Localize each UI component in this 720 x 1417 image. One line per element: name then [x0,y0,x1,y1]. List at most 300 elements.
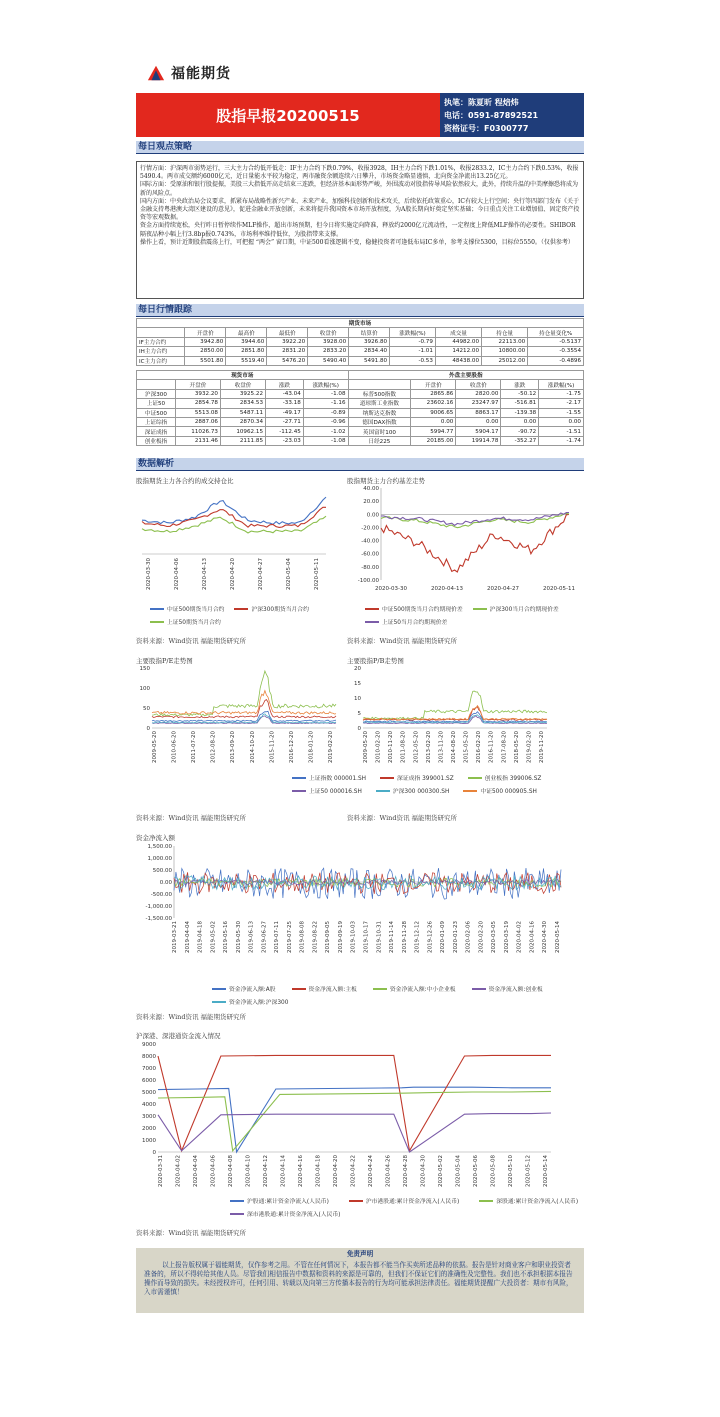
legend-item [463,786,537,795]
x-tick-label: 2019-05-02 [210,921,217,953]
x-tick-label: 2020-05-10 [508,1155,514,1187]
table-cell: -0.96 [303,417,348,426]
table-cell: IH主力合约 [137,347,185,356]
y-tick-label: 15 [354,681,361,687]
chart1-legend [150,604,340,626]
table-cell: -1.08 [303,436,348,445]
y-tick-label: 100 [139,686,150,692]
disclaimer-box [136,1248,584,1313]
table-cell: 19914.78 [456,436,501,445]
x-tick-label: 2020-04-16 [298,1155,304,1187]
table-cell: 3944.60 [226,337,267,346]
legend-swatch [479,1200,493,1202]
x-tick-label: 2020-01-09 [440,921,447,953]
x-tick-label: 2019-12-26 [427,921,434,953]
table-row [137,337,584,346]
legend-swatch [468,777,482,779]
legend-item [479,1196,578,1205]
table-cell: 创业板指 [137,436,176,445]
table-cell: 8863.17 [456,408,501,417]
table-cell: 5994.77 [411,427,456,436]
table-cell: -49.17 [266,408,304,417]
legend-label: 资金净流入额:沪深300 [229,1000,289,1006]
disclaimer-title: 免责声明 [346,1250,374,1258]
table-row [137,436,584,445]
x-tick-label: 2020-04-22 [350,1155,357,1187]
x-tick-label: 2020-05-14 [555,921,561,953]
chart6-source: 资料来源：Wind资讯 福能期货研究所 [136,1229,247,1237]
table-cell: 2833.20 [308,347,349,356]
table-cell: 中证500 [137,408,176,417]
license-line: 资格证号：F0300777 [444,124,529,133]
table-header: 持仓量 [482,328,528,337]
x-tick-label: 2020-02-20 [478,921,485,953]
y-tick-label: 500.00 [152,868,172,874]
table-cell: -1.75 [539,389,584,398]
x-tick-label: 2020-04-08 [228,1155,234,1187]
y-tick-label: 8000 [142,1054,156,1060]
legend-swatch [150,608,164,610]
x-tick-label: 2020-03-05 [491,921,498,953]
x-tick-label: 2020-04-10 [245,1155,252,1187]
legend-swatch [292,790,306,792]
x-tick-label: 2010-02-20 [375,731,382,763]
legend-item [234,604,308,613]
legend-item [468,773,542,782]
legend-label: 沪深300 000300.SH [392,789,450,795]
y-tick-label: 0 [146,726,150,732]
x-tick-label: 2010-11-20 [388,731,395,763]
y-tick-label: 50 [143,706,150,712]
y-tick-label: 1000 [142,1138,156,1144]
y-tick-label: -1,500.00 [145,916,172,922]
legend-label: 深证成指 399001.SZ [397,776,454,782]
legend-swatch [472,988,486,990]
x-tick-label: 2019-09-19 [337,921,344,953]
table-cell: 2834.40 [349,347,390,356]
table-cell: 3926.80 [349,337,390,346]
table-header [348,380,411,389]
x-tick-label: 2020-04-26 [385,1155,392,1187]
table-cell: 深证成指 [137,427,176,436]
x-tick-label: 2020-04-18 [315,1155,322,1187]
legend-swatch [463,790,477,792]
x-tick-label: 2019-05-16 [223,921,230,953]
view-paragraph: 国内方面：中央政治局会议要求，抓紧布局战略性新兴产业、未来产业，加强科技创新和技术攻关，后续依托政策重心，IC有较大上行空间；央行等四部门发布《关于金融支持粤港澳大湾区建设的意见》，促进金融业开放创新，未来将提升我国资本市场开放程度，为A股长期向好奠定坚实基础；今日重点关注工业增加值、固定资产投资等宏观数据。 [140,197,580,222]
y-tick-label: 150 [139,666,150,672]
x-tick-label: 2020-03-31 [158,1155,164,1187]
x-tick-label: 2013-02-20 [425,731,432,763]
view-text-box [136,161,584,299]
table-cell: 0.00 [501,417,539,426]
table-cell: 14212.00 [435,347,481,356]
x-tick-label: 2019-11-14 [389,921,396,953]
table-cell: -0.53 [390,356,436,365]
legend-label: 创业板指 399006.SZ [484,776,542,782]
tick-label: 2020-05-04 [286,558,292,590]
chart3 [136,664,341,769]
tick-label: 2020-04-06 [174,558,180,590]
tick-label: 2020-05-11 [314,558,320,590]
table-row [137,347,584,356]
table-cell: 44982.00 [435,337,481,346]
x-tick-label: 2016-11-20 [488,731,495,763]
report-title: 股指早报20200515 [136,93,440,137]
table-cell: -0.89 [303,408,348,417]
table-header: 涨跌幅(%) [390,328,436,337]
table-cell: 上证综指 [137,417,176,426]
x-tick-label: 2019-04-04 [184,921,191,953]
x-tick-label: 2011-07-20 [191,731,198,763]
x-tick-label: 2020-05-08 [490,1155,497,1187]
table-cell: 9006.65 [411,408,456,417]
legend-swatch [150,621,164,623]
y-tick-label: 10 [354,696,361,702]
brand-name: 福能期货 [171,66,231,82]
tick-label: 2020-04-27 [258,558,264,590]
table-cell: 10800.00 [482,347,528,356]
chart5-title: 资金净流入额 [136,834,175,842]
section-view: 每日观点策略 [136,141,584,154]
table-cell: 2887.06 [175,417,220,426]
y-tick-label: -80.00 [361,564,379,571]
x-tick-label: 2020-04-30 [420,1155,427,1187]
table-cell: 2850.00 [185,347,226,356]
legend-item [230,1209,340,1218]
chart5 [136,842,566,974]
table-row [137,427,584,436]
legend-item [212,984,276,993]
series-line [363,706,547,720]
legend-item [472,984,543,993]
table-cell: 5490.40 [308,356,349,365]
table-cell: 25012.00 [482,356,528,365]
legend-label: 上证50期货当月合约 [167,620,221,626]
legend-label: 上证50 000016.SH [309,789,362,795]
chart5-legend [212,984,582,1006]
table-cell: 11026.73 [175,427,220,436]
x-tick-label: 2011-08-20 [400,731,407,763]
table-cell: 0.00 [411,417,456,426]
chart4 [347,664,552,769]
x-tick-label: 2017-08-20 [501,731,508,763]
legend-item [376,786,450,795]
x-tick-label: 2020-05-12 [525,1155,532,1187]
x-tick-label: 2019-07-25 [286,921,293,953]
table-cell: -50.12 [501,389,539,398]
x-tick-label: 2020-05-14 [543,1155,549,1187]
table-cell: 3932.20 [175,389,220,398]
table-cell: 0.00 [456,417,501,426]
legend-swatch [234,608,248,610]
y-tick-label: 1,500.00 [147,844,172,850]
y-tick-label: 9000 [142,1042,156,1048]
chart4-source: 资料来源：Wind资讯 福能期货研究所 [347,814,458,822]
legend-swatch [212,988,226,990]
x-tick-label: 2019-02-20 [526,731,533,763]
legend-item [473,604,559,613]
table-cell: 标普500指数 [348,389,411,398]
x-tick-label: 2020-04-02 [516,921,523,953]
x-tick-label: 2020-05-11 [543,586,575,592]
chart2-source: 资料来源：Wind资讯 福能期货研究所 [347,637,458,645]
author-info [440,93,584,137]
legend-swatch [373,988,387,990]
legend-item [365,604,463,613]
table-cell: 2820.00 [456,389,501,398]
x-tick-label: 2020-04-04 [193,1155,199,1187]
table-cell: -1.51 [539,427,584,436]
table-header: 涨跌 [266,380,304,389]
table-row [137,356,584,365]
series-line [152,671,336,716]
x-tick-label: 2009-05-20 [363,731,369,763]
y-tick-label: 0.00 [159,880,172,886]
table-cell: -1.74 [539,436,584,445]
table-cell: 纳斯达克指数 [348,408,411,417]
legend-swatch [230,1213,244,1215]
x-tick-label: 2020-04-02 [175,1155,182,1187]
table-header: 收盘价 [308,328,349,337]
table-header: 成交量 [435,328,481,337]
chart1-title: 股指期货主力各合约的成交持仓比 [136,477,234,485]
table-row [137,417,584,426]
legend-label: 沪市港股通:累计资金净流入(人民币) [365,1199,460,1205]
table-cell: 22113.00 [482,337,528,346]
x-tick-label: 2019-10-31 [376,921,383,953]
table-cell: 道琼斯工业指数 [348,399,411,408]
table-cell: -0.79 [390,337,436,346]
legend-label: 中证500期货当月合约 [167,607,225,613]
x-tick-label: 2016-12-20 [288,731,295,763]
x-tick-label: 2015-11-20 [269,731,276,763]
legend-swatch [349,1200,363,1202]
table-cell: 日经225 [348,436,411,445]
legend-swatch [212,1001,226,1003]
table-cell: 2854.78 [175,399,220,408]
futures-table [136,318,584,366]
table-row [137,389,584,398]
table-header [137,380,176,389]
table-cell: 10962.15 [220,427,265,436]
section-analysis: 数据解析 [136,458,584,471]
legend-item [365,617,447,626]
x-tick-label: 2020-04-28 [403,1155,409,1187]
y-tick-label: -60.00 [361,551,379,558]
x-tick-label: 2019-12-12 [414,921,421,953]
futures-table-wrap [136,318,584,366]
x-tick-label: 2015-05-20 [463,731,470,763]
table-cell: 2865.86 [411,389,456,398]
x-tick-label: 2009-05-20 [152,731,158,763]
x-tick-label: 2020-05-04 [455,1155,462,1187]
table-cell: 3942.80 [185,337,226,346]
table-cell: -90.72 [501,427,539,436]
x-tick-label: 2019-02-20 [328,731,334,763]
x-tick-label: 2010-06-20 [171,731,178,763]
legend-item [373,984,456,993]
x-tick-label: 2019-08-08 [299,921,306,953]
y-tick-label: -20.00 [361,525,379,532]
x-tick-label: 2014-10-20 [249,731,256,763]
series-line [142,516,326,533]
table-cell: 5476.20 [267,356,308,365]
y-tick-label: 6000 [142,1078,156,1084]
table-cell: 2834.53 [220,399,265,408]
table-header: 结算价 [349,328,390,337]
chart6-title: 沪深港、深港通资金流入情况 [136,1032,221,1040]
tick-label: 2020-03-30 [146,558,152,590]
x-tick-label: 2020-01-23 [452,921,459,953]
futures-title: 期货市场 [137,319,584,328]
y-tick-label: 0.00 [366,512,379,519]
y-tick-label: -40.00 [361,538,379,545]
spot-title: 现货市场 [137,371,349,380]
y-tick-label: 0 [357,726,361,732]
x-tick-label: 2020-04-24 [368,1155,374,1187]
legend-swatch [292,777,306,779]
legend-swatch [230,1200,244,1202]
spot-table [136,370,584,446]
spot-table-wrap [136,370,584,446]
x-tick-label: 2020-03-19 [503,921,510,953]
table-cell: 5513.08 [175,408,220,417]
author-line: 执笔：陈夏昕 程焙炜 [444,98,519,107]
table-row [137,408,584,417]
table-cell: -23.03 [266,436,304,445]
table-cell: 23247.97 [456,399,501,408]
table-cell: 48438.00 [435,356,481,365]
chart5-source: 资料来源：Wind资讯 福能期货研究所 [136,1013,247,1021]
table-header: 最低价 [267,328,308,337]
table-cell: 3928.00 [308,337,349,346]
x-tick-label: 2019-06-27 [261,921,268,953]
table-cell: -1.08 [303,389,348,398]
table-cell: 2870.34 [220,417,265,426]
legend-label: 深市港股通:累计资金净流入(人民币) [247,1212,341,1218]
chart2 [347,484,577,594]
tick-label: 2020-04-13 [202,558,208,590]
x-tick-label: 2019-10-03 [350,921,357,953]
legend-item [292,984,357,993]
table-cell: -43.04 [266,389,304,398]
x-tick-label: 2019-03-21 [172,921,178,953]
y-tick-label: -500.00 [150,892,172,898]
table-cell: -1.02 [303,427,348,436]
x-tick-label: 2019-09-05 [325,921,332,953]
table-cell: 沪深300 [137,389,176,398]
table-cell: -27.71 [266,417,304,426]
y-tick-label: 4000 [142,1102,156,1108]
series-line [142,497,326,524]
x-tick-label: 2012-05-20 [413,731,420,763]
pe-pb-legend [292,773,577,795]
view-paragraph: 国际方面：受原油和银行股提振，美股三大指低开高走结束三连跌，但经济基本面形势严峻，外围波动对股指传导风险依然较大，此外，持续升温的中美摩擦恐将成为新的风险点。 [140,181,579,197]
series-line [158,1055,551,1150]
x-tick-label: 2020-05-06 [473,1155,479,1187]
table-header: 收盘价 [220,380,265,389]
table-cell: 2831.20 [267,347,308,356]
chart3-source: 资料来源：Wind资讯 福能期货研究所 [136,814,247,822]
view-paragraph: 资金方面持续宽松，央行昨日暂停续作MLF操作，超出市场预期，但今日将实施定向降准，释放约2000亿元流动性，一定程度上降低MLF操作的必要性。SHIBOR隔夜品种小幅上行3.8bp报0.743%，市场利率维持低位，为股指带来支撑。 [140,222,576,238]
view-paragraph: 操作上看，预计近期股指震荡上行，可把握 “两会” 窗口期，中证500看涨逻辑不变，稳健投资者可逢低布局IC多单，参考支撑位5300，目标位5550。（仅供参考） [140,238,574,246]
table-header: 收盘价 [456,380,501,389]
table-cell: -139.38 [501,408,539,417]
x-tick-label: 2020-05-02 [438,1155,444,1187]
legend-item [380,773,454,782]
y-tick-label: -1,000.00 [145,904,172,910]
tick-label: 2020-04-20 [230,558,236,590]
legend-label: 上证50当月合约期现价差 [382,620,448,626]
legend-item [150,604,224,613]
phone-line: 电话：0591-87892521 [444,111,539,120]
x-tick-label: 2019-05-30 [235,921,242,953]
x-tick-label: 2020-04-16 [529,921,536,953]
table-cell: -352.27 [501,436,539,445]
table-cell: -33.18 [266,399,304,408]
legend-label: 资金净流入额:主板 [308,987,357,993]
x-tick-label: 2019-04-18 [197,921,204,953]
chart6-legend [230,1196,580,1218]
table-header: 涨跌幅(%) [539,380,584,389]
table-cell: -1.16 [303,399,348,408]
legend-label: 沪股通:累计资金净流入(人民币) [247,1199,329,1205]
table-cell: 2131.46 [175,436,220,445]
legend-item [212,997,288,1006]
table-cell: 23602.16 [411,399,456,408]
table-cell: -1.01 [390,347,436,356]
chart1-source: 资料来源：Wind资讯 福能期货研究所 [136,637,247,645]
x-tick-label: 2020-04-20 [333,1155,339,1187]
legend-label: 沪深300期货当月合约 [251,607,309,613]
table-cell: 0.00 [539,417,584,426]
legend-swatch [292,988,306,990]
table-header: 开盘价 [411,380,456,389]
x-tick-label: 2019-06-13 [248,921,255,953]
y-tick-label: 3000 [142,1114,156,1120]
table-cell: 3922.20 [267,337,308,346]
chart6 [136,1040,566,1190]
triangle-logo-icon [147,64,165,82]
x-tick-label: 2012-08-20 [210,731,217,763]
y-tick-label: 2000 [142,1126,156,1132]
x-tick-label: 2019-07-11 [274,921,281,953]
x-tick-label: 2016-02-20 [476,731,483,763]
y-tick-label: 20 [354,666,361,672]
x-tick-label: 2020-03-30 [375,586,407,592]
table-cell: -0.3554 [528,347,584,356]
legend-label: 沪深300当月合约期现价差 [489,607,559,613]
legend-label: 中证500期货当月合约期现价差 [382,607,463,613]
legend-label: 深股通:累计资金净流入(人民币) [496,1199,579,1205]
table-cell: -0.4896 [528,356,584,365]
legend-swatch [473,608,487,610]
table-cell: IF主力合约 [137,337,185,346]
table-cell: 上证50 [137,399,176,408]
table-cell: 5487.11 [220,408,265,417]
brand-logo [147,62,231,84]
table-cell: 5519.40 [226,356,267,365]
series-line [152,691,336,715]
table-cell: -1.55 [539,408,584,417]
table-cell: 2111.85 [220,436,265,445]
y-tick-label: 1,000.00 [147,856,172,862]
table-header: 最高价 [226,328,267,337]
x-tick-label: 2020-04-27 [487,586,519,592]
table-cell: 德国DAX指数 [348,417,411,426]
legend-item [349,1196,459,1205]
chart2-legend [365,604,580,626]
